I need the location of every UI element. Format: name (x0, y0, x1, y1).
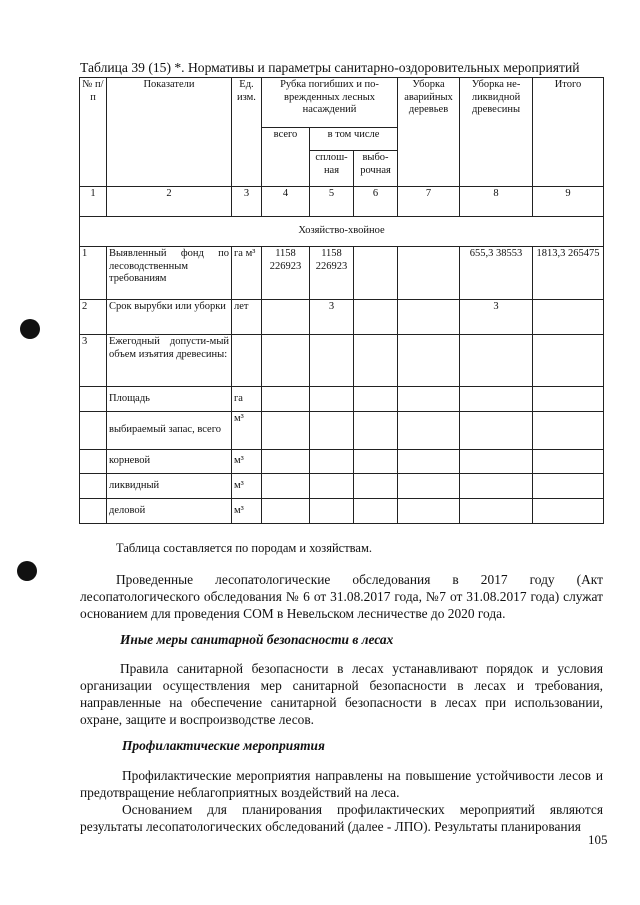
cell-total (262, 412, 310, 450)
row-name: корневой (107, 450, 232, 474)
header-felling: Рубка погибших и по-врежденных лесных насаждений (262, 78, 398, 128)
row-unit: га м³ (232, 247, 262, 300)
col-number: 5 (310, 187, 354, 217)
cell-clear (310, 387, 354, 412)
cell-itogo (533, 335, 604, 387)
cell-emergency (398, 450, 460, 474)
cell-itogo (533, 499, 604, 524)
cell-clear: 3 (310, 300, 354, 335)
cell-emergency (398, 499, 460, 524)
row-name: Ежегодный допусти-мый объем изъятия древесины: (107, 335, 232, 387)
table-row (80, 335, 604, 387)
punch-hole-bottom (17, 561, 37, 581)
cell-itogo (533, 450, 604, 474)
cell-total (262, 335, 310, 387)
row-num (80, 474, 107, 499)
cell-itogo: 1813,3 265475 (533, 247, 604, 300)
table-row (80, 247, 604, 300)
cell-emergency (398, 412, 460, 450)
cell-clear (310, 335, 354, 387)
row-name: Срок вырубки или уборки (107, 300, 232, 335)
row-unit: лет (232, 300, 262, 335)
row-name: деловой (107, 499, 232, 524)
row-num (80, 499, 107, 524)
header-unit: Ед. изм. (232, 78, 262, 187)
row-name: выбираемый запас, всего (107, 412, 232, 450)
header-clear: сплош-ная (310, 151, 354, 187)
table-row (80, 300, 604, 335)
cell-itogo (533, 412, 604, 450)
row-unit: м³ (232, 474, 262, 499)
col-number: 3 (232, 187, 262, 217)
cell-itogo (533, 474, 604, 499)
col-number: 2 (107, 187, 232, 217)
cell-emergency (398, 387, 460, 412)
body-paragraph: Профилактические мероприятия направлены на повышение устойчивости лесов и предотвращение неблагоприятных воздействий на леса. (80, 768, 603, 800)
cell-selective (354, 474, 398, 499)
col-number: 6 (354, 187, 398, 217)
cell-total (262, 450, 310, 474)
cell-selective (354, 499, 398, 524)
header-emergency: Уборка аварийных деревьев (398, 78, 460, 187)
cell-total: 1158 226923 (262, 247, 310, 300)
body-paragraph: Проведенные лесопатологические обследования в 2017 году (Акт лесопатологического обследования № 6 от 31.08.2017 года, №7 от 31.08.2017 года) служат основанием для проведения СОМ в Невельском лесничестве до 2020 года. (80, 572, 603, 621)
cell-emergency (398, 247, 460, 300)
row-unit (232, 335, 262, 387)
cell-clear (310, 499, 354, 524)
header-total: всего (262, 128, 310, 187)
cell-emergency (398, 300, 460, 335)
cell-illiquid (460, 387, 533, 412)
table-row (80, 499, 604, 524)
section-heading: Иные меры санитарной безопасности в лесах (120, 632, 394, 647)
header-selective: выбо-рочная (354, 151, 398, 187)
sanitary-measures-table (79, 77, 604, 524)
table-row (80, 387, 604, 412)
table-row (80, 412, 604, 450)
cell-itogo (533, 300, 604, 335)
cell-clear (310, 450, 354, 474)
cell-clear (310, 474, 354, 499)
row-num: 3 (80, 335, 107, 387)
body-paragraph: Правила санитарной безопасности в лесах устанавливают порядок и условия организации осуществления мер санитарной безопасности в лесах и требования, направленные на обеспечение санитарной безопасности в лесах при использовании, охране, защите и воспроизводстве лесов. (80, 661, 603, 727)
row-unit: м³ (232, 450, 262, 474)
col-number: 4 (262, 187, 310, 217)
cell-illiquid: 655,3 38553 (460, 247, 533, 300)
row-unit: га (232, 387, 262, 412)
cell-selective (354, 450, 398, 474)
row-unit: м³ (232, 499, 262, 524)
cell-selective (354, 412, 398, 450)
punch-hole-top (20, 319, 40, 339)
row-name: Выявленный фонд по лесоводственным требованиям (107, 247, 232, 300)
cell-itogo (533, 387, 604, 412)
header-including: в том числе (310, 128, 398, 151)
cell-selective (354, 300, 398, 335)
cell-clear: 1158 226923 (310, 247, 354, 300)
body-paragraph: Основанием для планирования профилактических мероприятий являются результаты лесопатологических обследований (далее - ЛПО). Результаты планирования (80, 802, 603, 834)
cell-illiquid (460, 499, 533, 524)
header-indicator: Показатели (107, 78, 232, 187)
cell-illiquid (460, 450, 533, 474)
cell-total (262, 474, 310, 499)
col-number: 1 (80, 187, 107, 217)
row-unit: м³ (232, 412, 262, 450)
cell-emergency (398, 474, 460, 499)
cell-illiquid (460, 335, 533, 387)
cell-illiquid: 3 (460, 300, 533, 335)
cell-total (262, 387, 310, 412)
cell-illiquid (460, 474, 533, 499)
row-num: 1 (80, 247, 107, 300)
cell-emergency (398, 335, 460, 387)
table-caption: Таблица 39 (15) *. Нормативы и параметры санитарно-оздоровительных мероприятий (80, 60, 580, 75)
col-number: 9 (533, 187, 604, 217)
column-number-row (80, 187, 604, 217)
cell-selective (354, 335, 398, 387)
cell-total (262, 300, 310, 335)
header-num: № п/п (80, 78, 107, 187)
section-title: Хозяйство-хвойное (80, 217, 604, 247)
row-name: Площадь (107, 387, 232, 412)
col-number: 8 (460, 187, 533, 217)
cell-selective (354, 247, 398, 300)
section-heading: Профилактические мероприятия (122, 738, 325, 753)
cell-clear (310, 412, 354, 450)
cell-illiquid (460, 412, 533, 450)
row-num (80, 387, 107, 412)
row-num (80, 412, 107, 450)
cell-total (262, 499, 310, 524)
row-num: 2 (80, 300, 107, 335)
table-note: Таблица составляется по породам и хозяйствам. (116, 541, 372, 555)
page-number: 105 (588, 832, 608, 847)
table-row (80, 474, 604, 499)
header-illiquid: Уборка не-ликвидной древесины (460, 78, 533, 187)
row-name: ликвидный (107, 474, 232, 499)
row-num (80, 450, 107, 474)
cell-selective (354, 387, 398, 412)
col-number: 7 (398, 187, 460, 217)
table-row (80, 450, 604, 474)
header-itogo: Итого (533, 78, 604, 187)
